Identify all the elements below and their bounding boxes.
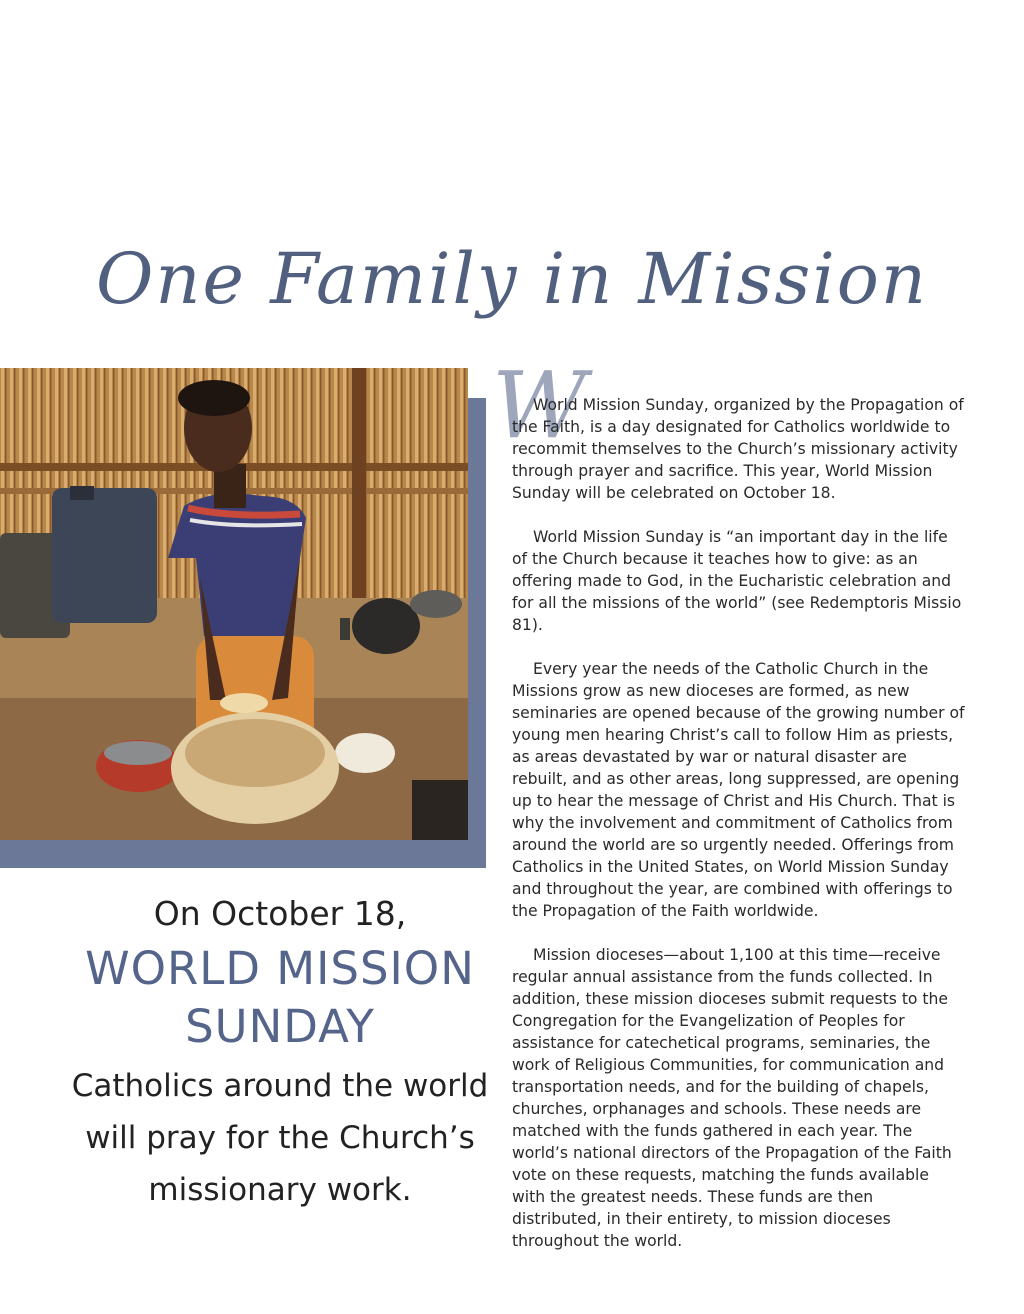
callout [50,888,510,1216]
callout-date: On October 18, [153,894,407,933]
mission-photo [0,368,468,840]
article-paragraph-1: World Mission Sunday, organized by the Propagation of the Faith, is a day designated for Catholics worldwide to recommit themselves to the Church’s missionary activity through prayer and sacrifice. This year, World Mission Sunday will be celebrated on October 18. [512,396,964,502]
article-paragraph-4: Mission dioceses—about 1,100 at this time—receive regular annual assistance from the funds collected. In addition, these mission dioceses submit requests to the Congregation for the Evangelization of Peoples for assistance for catechetical programs, seminaries, the work of Religious Communities, for communication and transportation needs, and for the building of chapels, churches, orphanages and schools. These needs are matched with the funds gathered in each year. The world’s national directors of the Propagation of the Faith vote on these requests, matching the funds available with the greatest needs. These funds are then distributed, in their entirety, to mission dioceses throughout the world. [512,946,952,1250]
callout-text: Catholics around the world will pray for the Church’s missionary work. [71,1068,489,1208]
page-title: One Family in Mission [96,238,928,320]
article-paragraph-2: World Mission Sunday is “an important day in the life of the Church because it teaches how to give: as an offering made to God, in the Eucharistic celebration and for all the missions of the world” (see Redemptoris Missio 81). [512,528,962,634]
callout-event-line1: WORLD MISSION [85,942,475,995]
article-body [492,352,966,1274]
drop-cap: W [492,352,587,459]
article-paragraph-3: Every year the needs of the Catholic Church in the Missions grow as new dioceses are formed, as new seminaries are opened because of the growing number of young men hearing Christ’s call to follow Him as priests, as areas devastated by war or natural disaster are rebuilt, and as other areas, long suppressed, are opening up to hear the message of Christ and His Church. That is why the involvement and commitment of Catholics from around the world are so urgently needed. Offerings from Catholics in the United States, on World Mission Sunday and throughout the year, are combined with offerings to the Propagation of the Faith worldwide. [512,660,965,920]
callout-event-line2: SUNDAY [185,1000,375,1053]
